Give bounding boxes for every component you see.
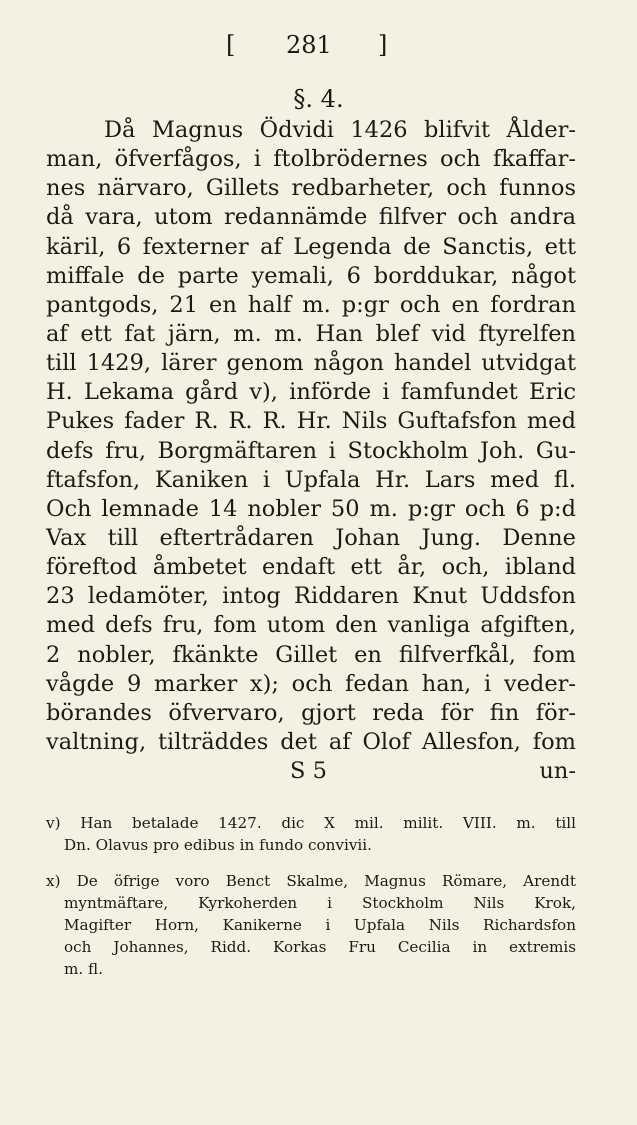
footnote-x-cont: och Johannes, Ridd. Korkas Fru Cecilia in extremis bbox=[64, 938, 576, 956]
text-line: nes närvaro, Gillets redbarheter, och funnos bbox=[46, 175, 576, 202]
text-line: börandes öfvervaro, gjort reda för fin för- bbox=[46, 699, 576, 726]
text-line: Pukes fader R. R. R. Hr. Nils Guftafsfon med bbox=[46, 408, 576, 435]
text-line: ftafsfon, Kaniken i Upfala Hr. Lars med fl. bbox=[46, 466, 576, 493]
text-line: Vax till eftertrådaren Johan Jung. Denne bbox=[46, 524, 576, 551]
text-line: man, öfverfågos, i ftolbrödernes och fkaffar- bbox=[46, 146, 576, 173]
text-line: af ett fat järn, m. m. Han blef vid ftyrelfen bbox=[46, 320, 576, 347]
section-title: §. 4. bbox=[293, 85, 344, 113]
footnote-x-cont: m. fl. bbox=[64, 960, 104, 978]
text-line: pantgods, 21 en half m. p:gr och en fordran bbox=[46, 291, 576, 318]
text-line: käril, 6 fexterner af Legenda de Sanctis, ett bbox=[46, 233, 576, 260]
footnote-x-cont: Magifter Horn, Kanikerne i Upfala Nils Richardsfon bbox=[64, 916, 576, 934]
catchword: un- bbox=[539, 758, 576, 785]
text-line: miffale de parte yemali, 6 borddukar, något bbox=[46, 262, 576, 289]
text-line: föreftod åmbetet endaft ett år, och, ibland bbox=[46, 554, 576, 581]
footnotes bbox=[46, 812, 576, 980]
footnote-v-cont: Dn. Olavus pro edibus in fundo convivii. bbox=[64, 836, 372, 854]
footnote-v: v) Han betalade 1427. dic X mil. milit. VIII. m. till bbox=[46, 814, 576, 832]
signature-mark: S 5 bbox=[290, 758, 327, 785]
text-line: vågde 9 marker x); och fedan han, i veder- bbox=[46, 670, 576, 697]
bracket-right: ] bbox=[378, 31, 388, 59]
text-line: Då Magnus Ödvidi 1426 blifvit Ålder- bbox=[104, 117, 576, 143]
text-line: 2 nobler, fkänkte Gillet en filfverfkål, fom bbox=[46, 641, 576, 668]
text-line: H. Lekama gård v), införde i famfundet Eric bbox=[46, 379, 576, 406]
bracket-left: [ bbox=[226, 31, 236, 59]
footnote-x: x) De öfrige voro Benct Skalme, Magnus Römare, Arendt bbox=[46, 872, 576, 890]
text-line: med defs fru, fom utom den vanliga afgiften, bbox=[46, 612, 576, 639]
body-text bbox=[46, 116, 576, 786]
text-line: defs fru, Borgmäftaren i Stockholm Joh. Gu- bbox=[46, 437, 576, 464]
text-line: valtning, tilträddes det af Olof Allesfon, fom bbox=[46, 728, 576, 755]
footnote-x-cont: myntmäftare, Kyrkoherden i Stockholm Nils Krok, bbox=[64, 894, 576, 912]
signature-row bbox=[46, 757, 576, 786]
text-line: 23 ledamöter, intog Riddaren Knut Uddsfon bbox=[46, 583, 576, 610]
text-line: till 1429, lärer genom någon handel utvidgat bbox=[46, 350, 576, 377]
text-line: Och lemnade 14 nobler 50 m. p:gr och 6 p:d bbox=[46, 495, 576, 522]
text-line: då vara, utom redannämde filfver och andra bbox=[46, 204, 576, 231]
page-number: 281 bbox=[286, 31, 332, 59]
